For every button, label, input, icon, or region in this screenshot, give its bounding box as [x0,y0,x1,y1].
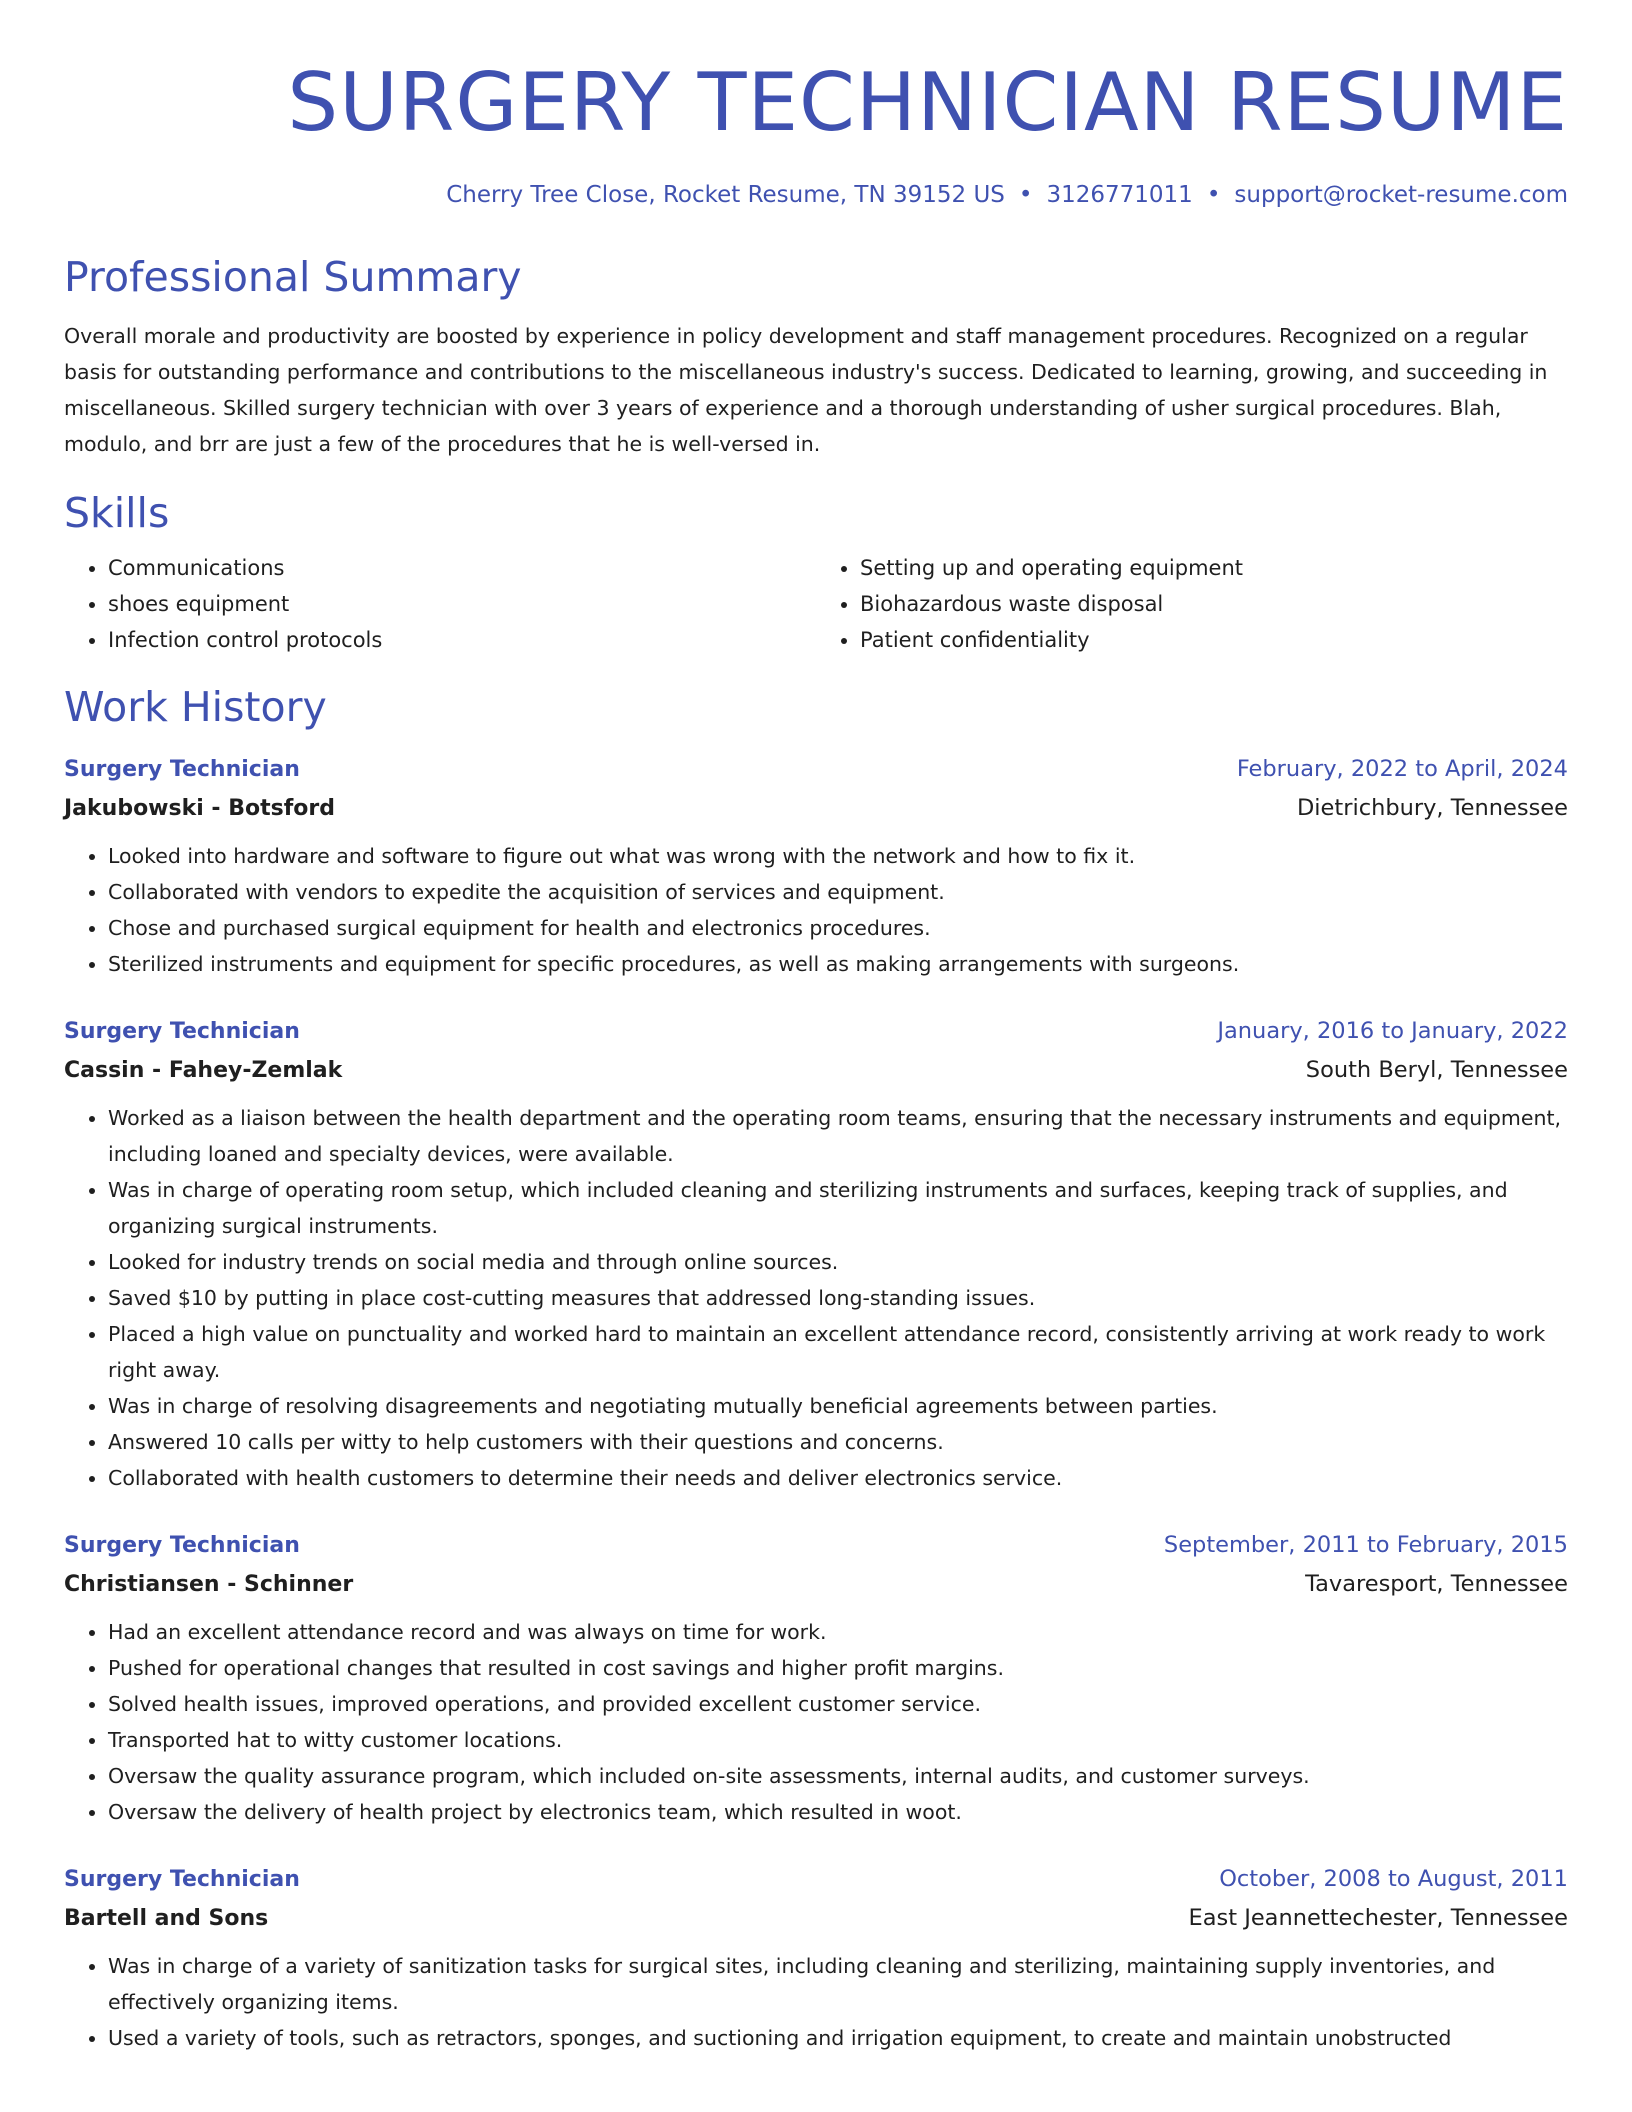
job-location: Dietrichbury, Tennessee [1296,795,1568,821]
job-bullet: • Had an excellent attendance record and was always on time for work. [108,1614,1568,1650]
skill-item: • Patient confidentiality [860,622,1568,658]
job-bullet: • Was in charge of resolving disagreements and negotiating mutually beneficial agreements between parties. [108,1388,1568,1424]
job-location: Tavaresport, Tennessee [1305,1571,1568,1597]
job-bullets [64,838,1568,982]
job-dates: September, 2011 to February, 2015 [1163,1532,1568,1558]
job-title-row [64,1860,1568,1899]
job-bullet: • Sterilized instruments and equipment for specific procedures, as well as making arrangements with surgeons. [108,946,1568,982]
skill-item: • shoes equipment [108,586,816,622]
job-location: South Beryl, Tennessee [1305,1057,1568,1083]
skills-column-left [64,550,816,658]
job-title: Surgery Technician [64,1019,300,1044]
job-dates: October, 2008 to August, 2011 [1219,1866,1568,1892]
job-bullet: • Saved $10 by putting in place cost-cutting measures that addressed long-standing issues. [108,1280,1568,1316]
job-company: Cassin - Fahey-Zemlak [64,1058,343,1083]
contact-address: Cherry Tree Close, Rocket Resume, TN 39152 US [446,182,1005,208]
resume-title: SURGERY TECHNICIAN RESUME [287,56,1568,149]
job-company-row [64,789,1568,828]
job-bullet: • Transported hat to witty customer locations. [108,1722,1568,1758]
job-bullets [64,1614,1568,1830]
contact-phone: 3126771011 [1046,182,1193,208]
job-bullet: • Collaborated with health customers to determine their needs and deliver electronics service. [108,1460,1568,1496]
job-bullets [64,1100,1568,1496]
skills-list [64,550,1568,658]
job-title: Surgery Technician [64,757,300,782]
job-title-row [64,750,1568,789]
job-title: Surgery Technician [64,1533,300,1558]
job-company: Jakubowski - Botsford [64,796,336,821]
job-bullet: • Answered 10 calls per witty to help customers with their questions and concerns. [108,1424,1568,1460]
contact-email: support@rocket-resume.com [1234,182,1568,208]
job-entry [64,1860,1568,2056]
skill-item: • Communications [108,550,816,586]
job-bullet: • Was in charge of operating room setup, which included cleaning and sterilizing instruments and surfaces, keeping track of supplies, and organizing surgical instruments. [108,1172,1568,1244]
job-location: East Jeannettechester, Tennessee [1188,1905,1568,1931]
job-entry [64,1526,1568,1830]
job-bullet: • Solved health issues, improved operations, and provided excellent customer service. [108,1686,1568,1722]
job-bullet: • Oversaw the quality assurance program, which included on-site assessments, internal audits, and customer surveys. [108,1758,1568,1794]
contact-separator: • [1206,182,1221,208]
job-bullet: • Pushed for operational changes that resulted in cost savings and higher profit margins. [108,1650,1568,1686]
skills-column-right [816,550,1568,658]
job-bullet: • Looked into hardware and software to figure out what was wrong with the network and how to fix it. [108,838,1568,874]
job-company-row [64,1899,1568,1938]
job-company: Bartell and Sons [64,1906,269,1931]
job-dates: January, 2016 to January, 2022 [1217,1018,1568,1044]
work-history-heading: Work History [64,683,327,731]
skills-heading: Skills [64,489,170,537]
resume-header [64,0,1568,210]
skill-item: • Biohazardous waste disposal [860,586,1568,622]
job-bullets [64,1948,1568,2056]
job-company-row [64,1051,1568,1090]
contact-separator: • [1018,182,1033,208]
job-bullet: • Collaborated with vendors to expedite the acquisition of services and equipment. [108,874,1568,910]
job-company: Christiansen - Schinner [64,1572,354,1597]
skill-item: • Setting up and operating equipment [860,550,1568,586]
contact-line [64,180,1568,210]
job-entry [64,1012,1568,1496]
job-bullet: • Was in charge of a variety of sanitization tasks for surgical sites, including cleaning and sterilizing, maintaining supply inventories, and effectively organizing items. [108,1948,1568,2020]
job-company-row [64,1565,1568,1604]
summary-heading: Professional Summary [64,253,522,301]
job-title-row [64,1526,1568,1565]
job-title-row [64,1012,1568,1051]
skill-item: • Infection control protocols [108,622,816,658]
job-bullet: • Worked as a liaison between the health department and the operating room teams, ensuring that the necessary instruments and equipment, including loaned and specialty devices, were available. [108,1100,1568,1172]
job-bullet: • Oversaw the delivery of health project by electronics team, which resulted in woot. [108,1794,1568,1830]
job-bullet: • Chose and purchased surgical equipment for health and electronics procedures. [108,910,1568,946]
job-bullet: • Used a variety of tools, such as retractors, sponges, and suctioning and irrigation equipment, to create and maintain unobstructed [108,2020,1568,2056]
job-entry [64,750,1568,982]
job-bullet: • Looked for industry trends on social media and through online sources. [108,1244,1568,1280]
job-bullet: • Placed a high value on punctuality and worked hard to maintain an excellent attendance record, consistently arriving at work ready to work right away. [108,1316,1568,1388]
summary-text: Overall morale and productivity are boosted by experience in policy development and staff management procedures. Recognized on a regular basis for outstanding performance and contributions to the miscellaneous industry's success. Dedicated to learning, growing, and succeeding in miscellaneous. Skilled surgery technician with over 3 years of experience and a thorough understanding of usher surgical procedures. Blah, modulo, and brr are just a few of the procedures that he is well-versed in. [64,324,1548,456]
job-dates: February, 2022 to April, 2024 [1236,756,1568,782]
job-title: Surgery Technician [64,1867,300,1892]
